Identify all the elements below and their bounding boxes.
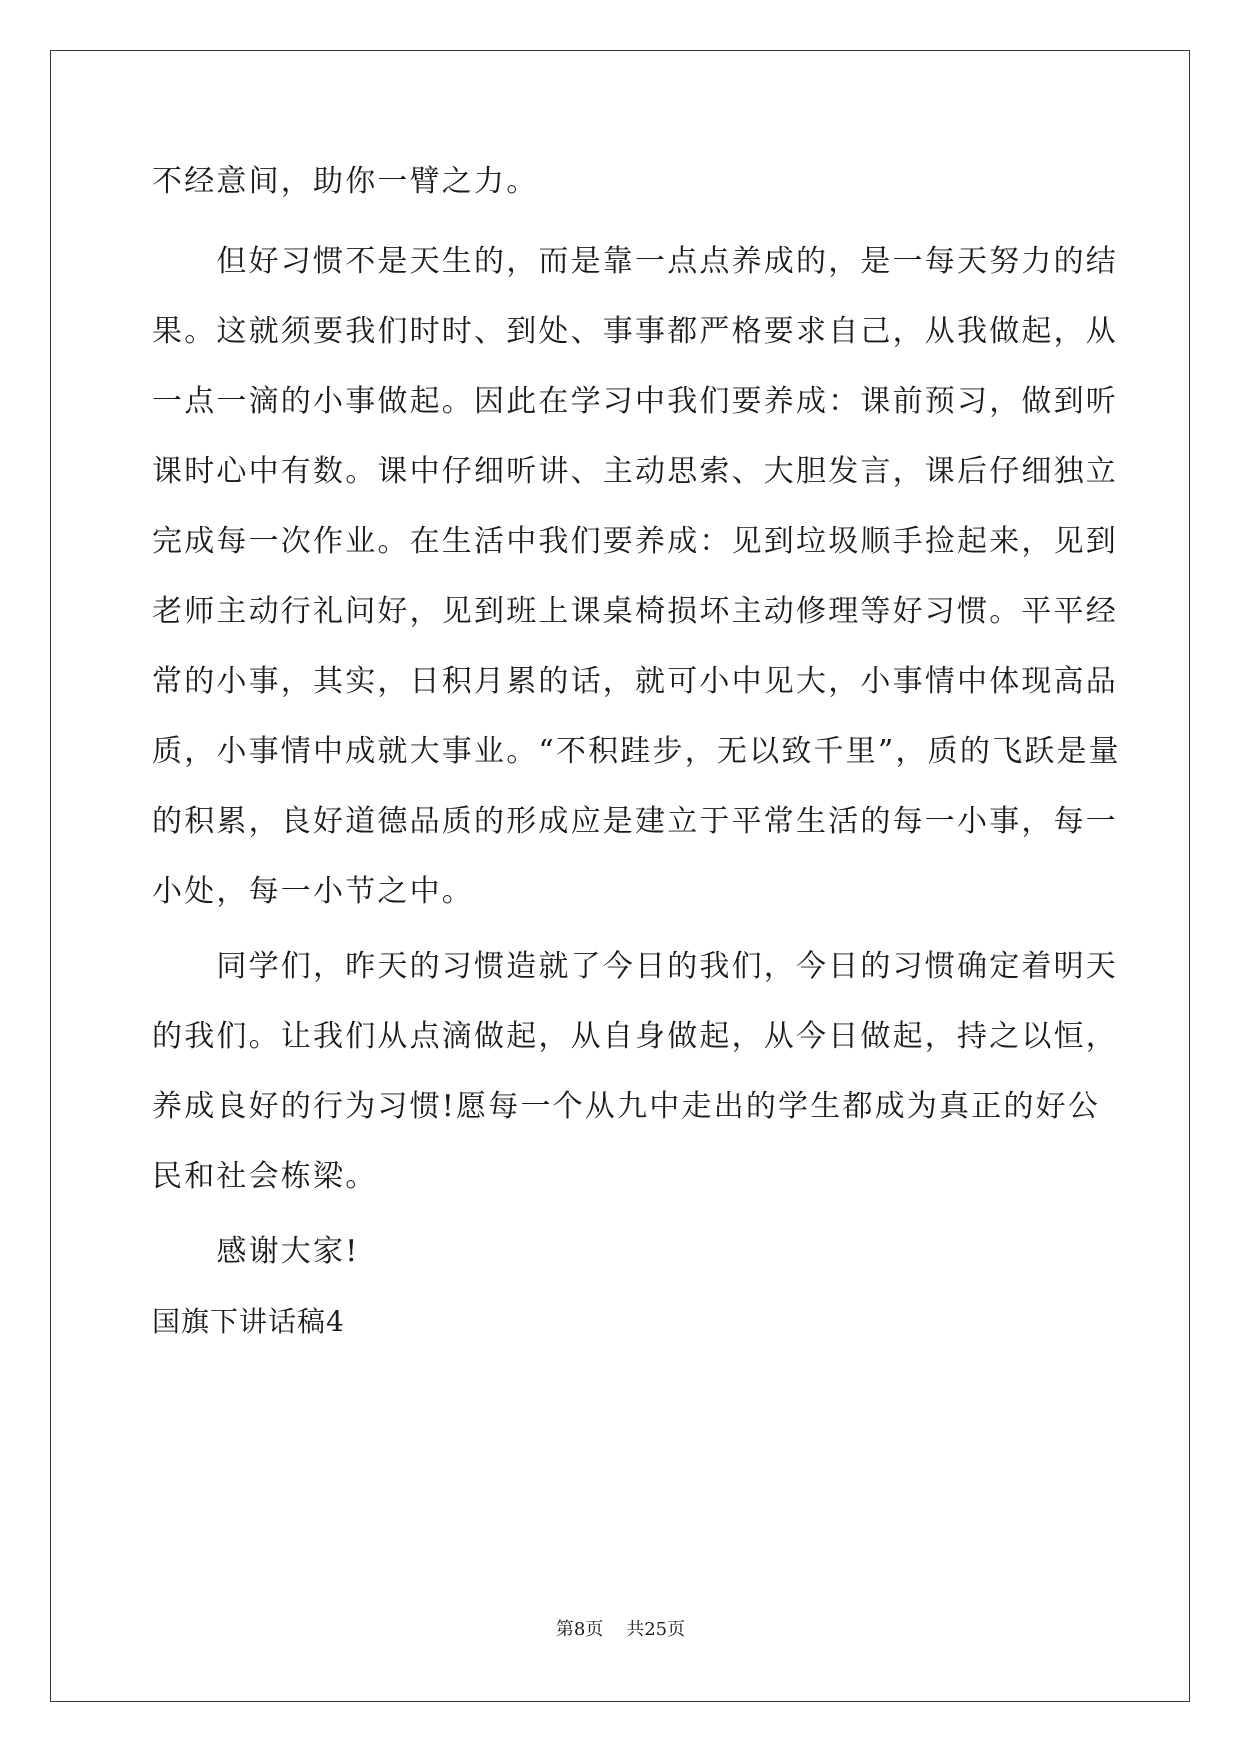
text-line: 老师主动行礼问好，见到班上课桌椅损坏主动修理等好习惯。平平经 [152,594,1118,629]
text-line: 果。这就须要我们时时、到处、事事都严格要求自己，从我做起，从 [152,314,1118,349]
page-total: 共25页 [626,1619,686,1640]
page-number: 第8页 [555,1619,604,1640]
text-line: 同学们，昨天的习惯造就了今日的我们，今日的习惯确定着明天 [152,949,1118,984]
text-line: 但好习惯不是天生的，而是靠一点点养成的，是一每天努力的结 [152,244,1118,279]
text-line: 一点一滴的小事做起。因此在学习中我们要养成：课前预习，做到听 [152,384,1118,419]
section-heading: 国旗下讲话稿4 [152,1305,345,1338]
text-line: 的积累，良好道德品质的形成应是建立于平常生活的每一小事，每一 [152,804,1118,839]
text-line: 常的小事，其实，日积月累的话，就可小中见大，小事情中体现高品 [152,664,1118,699]
text-line: 的我们。让我们从点滴做起，从自身做起，从今日做起，持之以恒， [152,1019,1118,1054]
text-line: 小处，每一小节之中。 [152,874,474,909]
text-line: 感谢大家! [152,1234,360,1269]
text-line: 完成每一次作业。在生活中我们要养成：见到垃圾顺手捡起来，见到 [152,524,1118,559]
text-line: 民和社会栋梁。 [152,1159,378,1194]
text-line: 养成良好的行为习惯!愿每一个从九中走出的学生都成为真正的好公 [152,1089,1101,1124]
text-line: 课时心中有数。课中仔细听讲、主动思索、大胆发言，课后仔细独立 [152,454,1118,489]
text-line: 不经意间，助你一臂之力。 [152,164,539,199]
text-line: 质，小事情中成就大事业。“不积跬步，无以致千里”，质的飞跃是量 [152,734,1121,769]
page-footer [0,1618,1241,1642]
